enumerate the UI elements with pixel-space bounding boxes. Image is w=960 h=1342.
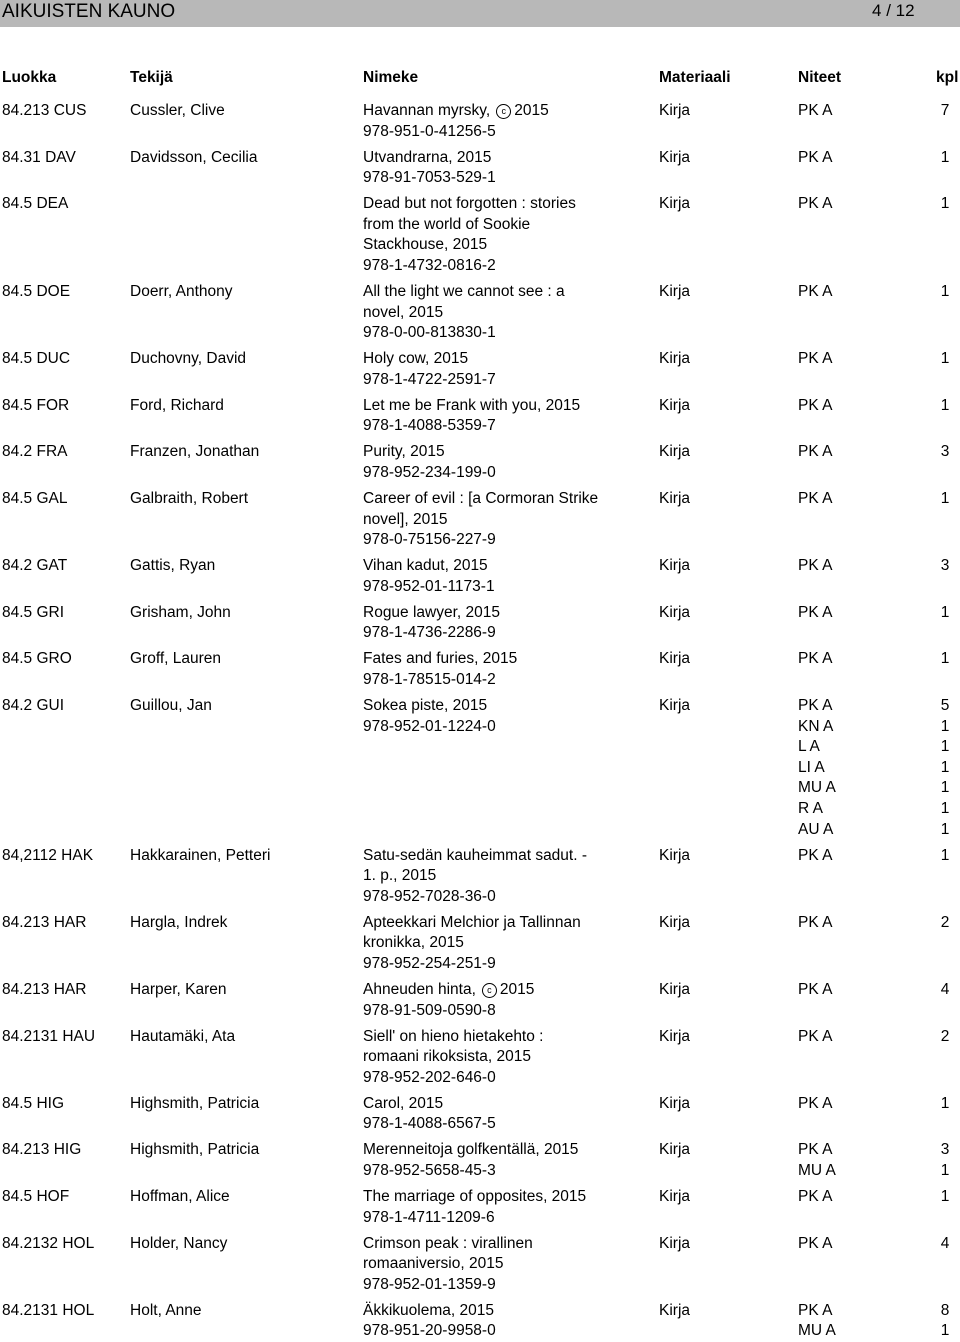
isbn (363, 670, 603, 691)
copy-count: 1 (940, 603, 950, 621)
copies-count (930, 1187, 960, 1208)
location-code: PK A (798, 697, 833, 714)
title-text: 978-1-4088-5359-7 (363, 417, 496, 435)
class-code: 84.5 GAL (2, 490, 68, 507)
title-text: Rogue lawyer, 2015 (363, 603, 501, 621)
isbn (363, 623, 603, 644)
author: Gattis, Ryan (130, 557, 216, 575)
material: Kirja (659, 557, 691, 575)
material: Kirja (659, 697, 691, 714)
title-text: Satu-sedän kauheimmat sadut. - (363, 846, 588, 864)
copies-location (798, 1140, 836, 1181)
copies-location (798, 1234, 832, 1255)
title-line (363, 980, 603, 1001)
author: Holt, Anne (130, 1301, 202, 1319)
title-text: Ahneuden hinta, (363, 981, 476, 998)
author: Galbraith, Robert (130, 490, 249, 507)
title-line (363, 510, 603, 531)
column-header-nimeke: Nimeke (363, 69, 419, 86)
location-code: MU A (798, 1161, 836, 1179)
isbn (363, 954, 603, 975)
copy-count: 8 (940, 1301, 950, 1319)
isbn (363, 1001, 603, 1022)
location-code: PK A (798, 650, 833, 668)
title-text: Äkkikuolema, 2015 (363, 1301, 494, 1319)
title-text: Stackhouse, 2015 (363, 236, 488, 254)
isbn (363, 1275, 603, 1296)
title-text: 978-1-4088-6567-5 (363, 1115, 496, 1133)
title-cell (363, 442, 603, 483)
copy-count: 1 (940, 1094, 950, 1112)
copies-count (930, 1027, 960, 1048)
class-code: 84.5 GRO (2, 650, 72, 668)
material: Kirja (659, 913, 691, 931)
title-text: 1. p., 2015 (363, 867, 437, 885)
page-indicator (872, 1, 915, 21)
title-text: All the light we cannot see : a (363, 283, 565, 300)
copy-count: 1 (940, 490, 950, 507)
title-text: Carol, 2015 (363, 1094, 444, 1112)
class-code: 84.5 HOF (2, 1188, 70, 1205)
copies-count (930, 349, 960, 370)
title-line (363, 215, 603, 236)
class-code: 84.2131 HOL (2, 1301, 95, 1319)
isbn (363, 168, 603, 189)
location-code: PK A (798, 195, 833, 213)
author: Duchovny, David (130, 350, 247, 368)
copies-count (930, 1234, 960, 1255)
copies-count (930, 282, 960, 303)
column-header-niteet: Niteet (798, 69, 842, 86)
title-text: 978-952-254-251-9 (363, 954, 496, 972)
class-code: 84.213 HIG (2, 1141, 82, 1159)
class-code: 84.2 GAT (2, 557, 68, 575)
location-code: LI A (798, 758, 825, 776)
author: Hargla, Indrek (130, 913, 228, 931)
title-text: 978-951-20-9958-0 (363, 1322, 496, 1340)
class-code: 84.5 FOR (2, 396, 70, 414)
copies-location (798, 696, 836, 840)
copies-count (930, 489, 960, 510)
location-code: PK A (798, 1027, 833, 1045)
title-line (363, 846, 603, 867)
location-code: PK A (798, 283, 833, 300)
material: Kirja (659, 1027, 691, 1045)
copy-count: 4 (940, 981, 950, 998)
title-line (363, 442, 603, 463)
title-line (363, 1094, 603, 1115)
title-cell (363, 489, 603, 551)
copy-count: 1 (940, 846, 950, 864)
copy-count: 5 (940, 697, 950, 714)
material: Kirja (659, 350, 691, 368)
copies-count (930, 1301, 960, 1342)
isbn (363, 416, 603, 437)
title-line (363, 489, 603, 510)
author: Davidsson, Cecilia (130, 148, 258, 166)
title-cell (363, 282, 603, 344)
location-code: PK A (798, 443, 833, 461)
material: Kirja (659, 1094, 691, 1112)
location-code: PK A (798, 148, 833, 166)
title-text: 978-91-7053-529-1 (363, 169, 496, 187)
copies-location (798, 649, 832, 670)
title-line (363, 1027, 603, 1048)
copy-count: 1 (940, 195, 950, 213)
author: Guillou, Jan (130, 697, 212, 714)
title-text: novel], 2015 (363, 510, 448, 528)
isbn (363, 530, 603, 551)
class-code: 84.5 DEA (2, 195, 69, 213)
author: Cussler, Clive (130, 102, 225, 119)
title-line (363, 101, 603, 122)
title-text: romaaniversio, 2015 (363, 1255, 504, 1273)
title-line (363, 235, 603, 256)
copies-count (930, 913, 960, 934)
author: Hautamäki, Ata (130, 1027, 236, 1045)
title-cell (363, 1187, 603, 1228)
copy-count: 1 (940, 1188, 950, 1205)
title-line (363, 913, 603, 934)
location-code: PK A (798, 557, 833, 575)
title-cell (363, 1094, 603, 1135)
column-header-tekija: Tekijä (130, 69, 173, 86)
isbn (363, 323, 603, 344)
material: Kirja (659, 396, 691, 414)
title-line (363, 1140, 603, 1161)
title-text: The marriage of opposites, 2015 (363, 1188, 587, 1205)
title-text: 978-952-5658-45-3 (363, 1161, 496, 1179)
isbn (363, 1208, 603, 1229)
material: Kirja (659, 1234, 691, 1252)
title-text: 978-0-00-813830-1 (363, 324, 496, 342)
title-cell (363, 1234, 603, 1296)
title-text: Purity, 2015 (363, 443, 445, 461)
title-text: 978-1-4736-2286-9 (363, 624, 496, 642)
author: Doerr, Anthony (130, 283, 233, 300)
copies-count (930, 194, 960, 215)
title-cell (363, 696, 603, 737)
title-text: 978-952-01-1173-1 (363, 577, 495, 595)
title-text: 978-951-0-41256-5 (363, 122, 496, 140)
title-text: 978-1-4711-1209-6 (363, 1208, 495, 1226)
title-line (363, 349, 603, 370)
copy-count: 1 (940, 148, 950, 166)
isbn (363, 370, 603, 391)
copies-location (798, 194, 832, 215)
isbn (363, 1068, 603, 1089)
title-text: Crimson peak : virallinen (363, 1234, 533, 1252)
title-cell (363, 913, 603, 975)
title-line (363, 1234, 603, 1255)
class-code: 84.31 DAV (2, 148, 76, 166)
copies-count (930, 1094, 960, 1115)
title-text: Merenneitoja golfkentällä, 2015 (363, 1141, 579, 1159)
title-text: Siell' on hieno hietakehto : (363, 1027, 544, 1045)
title-cell (363, 194, 603, 276)
page-separator: / (886, 1, 891, 20)
page-current: 4 (872, 1, 882, 20)
location-code: KN A (798, 717, 834, 735)
material: Kirja (659, 603, 691, 621)
year: 2015 (514, 102, 549, 119)
title-line (363, 649, 603, 670)
class-code: 84.5 GRI (2, 603, 65, 621)
material: Kirja (659, 490, 691, 507)
title-text: 978-1-4722-2591-7 (363, 370, 496, 388)
isbn (363, 1321, 603, 1342)
isbn (363, 256, 603, 277)
copies-location (798, 349, 832, 370)
author: Groff, Lauren (130, 650, 222, 668)
page-total: 12 (895, 1, 915, 20)
title-line (363, 1301, 603, 1322)
copies-count (930, 980, 960, 1001)
copies-location (798, 980, 832, 1001)
location-code: MU A (798, 779, 836, 797)
copy-count: 3 (940, 1141, 950, 1159)
title-text: novel, 2015 (363, 303, 444, 321)
title-text: 978-1-78515-014-2 (363, 670, 496, 688)
copies-location (798, 442, 832, 463)
title-text: romaani rikoksista, 2015 (363, 1048, 531, 1066)
location-code: PK A (798, 350, 833, 368)
title-line (363, 194, 603, 215)
isbn (363, 1114, 603, 1135)
location-code: PK A (798, 1141, 833, 1159)
title-text: 978-1-4732-0816-2 (363, 256, 496, 274)
location-code: MU A (798, 1322, 836, 1340)
title-cell (363, 649, 603, 690)
location-code: PK A (798, 981, 833, 998)
column-header-materiaali: Materiaali (659, 69, 731, 86)
copies-location (798, 101, 832, 122)
author: Highsmith, Patricia (130, 1141, 260, 1159)
title-line (363, 933, 603, 954)
isbn (363, 122, 603, 143)
class-code: 84,2112 HAK (2, 846, 94, 864)
copy-count: 1 (940, 779, 950, 797)
isbn (363, 463, 603, 484)
material: Kirja (659, 102, 691, 119)
class-code: 84.5 HIG (2, 1094, 65, 1112)
material: Kirja (659, 650, 691, 668)
copy-count: 3 (940, 557, 950, 575)
title-text: Holy cow, 2015 (363, 350, 469, 368)
column-header-kpl: kpl (936, 69, 959, 86)
title-text: 978-952-234-199-0 (363, 463, 496, 481)
copy-count: 7 (940, 102, 950, 119)
title-text: 978-0-75156-227-9 (363, 531, 496, 549)
class-code: 84.5 DOE (2, 283, 71, 300)
class-code: 84.2131 HAU (2, 1027, 96, 1045)
title-line (363, 1047, 603, 1068)
copies-location (798, 489, 832, 510)
material: Kirja (659, 283, 691, 300)
copy-count: 1 (940, 717, 950, 735)
copy-count: 1 (940, 396, 950, 414)
title-line (363, 282, 603, 303)
class-code: 84.2 FRA (2, 443, 68, 461)
year: 2015 (499, 981, 535, 998)
document-header-bar (0, 0, 960, 27)
author: Harper, Karen (130, 981, 227, 998)
copies-count (930, 442, 960, 463)
copies-location (798, 846, 832, 867)
isbn (363, 717, 603, 738)
author: Hoffman, Alice (130, 1188, 230, 1205)
material: Kirja (659, 443, 691, 461)
copy-count: 1 (940, 758, 950, 776)
location-code: L A (798, 738, 820, 756)
title-line (363, 866, 603, 887)
copy-count: 2 (940, 1027, 950, 1045)
title-line (363, 1187, 603, 1208)
isbn (363, 887, 603, 908)
title-line (363, 696, 603, 717)
title-text: Let me be Frank with you, 2015 (363, 396, 581, 414)
copies-location (798, 913, 832, 934)
title-line (363, 603, 603, 624)
title-line (363, 303, 603, 324)
title-cell (363, 396, 603, 437)
title-cell (363, 980, 603, 1021)
material: Kirja (659, 1141, 691, 1159)
class-code: 84.213 HAR (2, 913, 87, 931)
copies-location (798, 1094, 832, 1115)
author: Holder, Nancy (130, 1234, 228, 1252)
location-code: PK A (798, 1188, 833, 1205)
copyright-icon: c (496, 104, 511, 119)
title-text: 978-952-202-646-0 (363, 1068, 496, 1086)
copies-location (798, 396, 832, 417)
title-line (363, 1254, 603, 1275)
title-text: 978-91-509-0590-8 (363, 1001, 496, 1019)
title-cell (363, 556, 603, 597)
copyright-icon: c (482, 983, 497, 998)
location-code: R A (798, 799, 823, 817)
copy-count: 4 (940, 1234, 950, 1252)
isbn (363, 577, 603, 598)
class-code: 84.2 GUI (2, 697, 65, 714)
material: Kirja (659, 148, 691, 166)
title-text: Dead but not forgotten : stories (363, 195, 576, 213)
author: Franzen, Jonathan (130, 443, 260, 461)
copy-count: 1 (940, 820, 950, 838)
location-code: PK A (798, 1301, 833, 1319)
class-code: 84.2132 HOL (2, 1234, 95, 1252)
author: Grisham, John (130, 603, 231, 621)
title-text: Career of evil : [a Cormoran Strike (363, 490, 599, 507)
title-line (363, 396, 603, 417)
title-line (363, 556, 603, 577)
copies-count (930, 649, 960, 670)
copies-location (798, 1187, 832, 1208)
copies-count (930, 846, 960, 867)
location-code: PK A (798, 1094, 833, 1112)
copy-count: 1 (940, 650, 950, 668)
title-cell (363, 1140, 603, 1181)
isbn (363, 1161, 603, 1182)
material: Kirja (659, 981, 691, 998)
title-cell (363, 1027, 603, 1089)
title-cell (363, 1301, 603, 1342)
column-header-luokka: Luokka (2, 69, 57, 86)
author: Ford, Richard (130, 396, 224, 414)
copies-count (930, 603, 960, 624)
material: Kirja (659, 195, 691, 213)
title-cell (363, 101, 603, 142)
copies-location (798, 282, 832, 303)
document-title: AIKUISTEN KAUNO (2, 1, 176, 22)
title-cell (363, 603, 603, 644)
location-code: PK A (798, 846, 833, 864)
title-text: Sokea piste, 2015 (363, 697, 488, 714)
material: Kirja (659, 1188, 691, 1205)
copy-count: 3 (940, 443, 950, 461)
copy-count: 1 (940, 799, 950, 817)
location-code: PK A (798, 913, 833, 931)
title-text: 978-952-01-1224-0 (363, 717, 496, 735)
location-code: PK A (798, 102, 833, 119)
title-text: Utvandrarna, 2015 (363, 148, 492, 166)
author: Hakkarainen, Petteri (130, 846, 271, 864)
title-text: Havannan myrsky, (363, 102, 491, 119)
title-text: Vihan kadut, 2015 (363, 557, 488, 575)
author: Highsmith, Patricia (130, 1094, 260, 1112)
class-code: 84.213 CUS (2, 102, 87, 119)
copies-count (930, 101, 960, 122)
title-text: 978-952-7028-36-0 (363, 887, 496, 905)
copies-location (798, 1301, 836, 1342)
copies-count (930, 696, 960, 840)
copies-count (930, 1140, 960, 1181)
location-code: PK A (798, 603, 833, 621)
class-code: 84.5 DUC (2, 350, 71, 368)
title-cell (363, 148, 603, 189)
copy-count: 1 (940, 738, 950, 756)
copies-location (798, 556, 832, 577)
copy-count: 2 (940, 913, 950, 931)
title-text: Fates and furies, 2015 (363, 650, 518, 668)
title-text: kronikka, 2015 (363, 934, 464, 952)
title-cell (363, 349, 603, 390)
material: Kirja (659, 1301, 691, 1319)
copy-count: 1 (940, 283, 950, 300)
title-text: 978-952-01-1359-9 (363, 1275, 496, 1293)
title-text: Apteekkari Melchior ja Tallinnan (363, 913, 581, 931)
title-cell (363, 846, 603, 908)
copy-count: 1 (940, 1161, 950, 1179)
copies-location (798, 603, 832, 624)
location-code: PK A (798, 1234, 833, 1252)
copies-count (930, 556, 960, 577)
location-code: AU A (798, 820, 834, 838)
location-code: PK A (798, 396, 833, 414)
copy-count: 1 (940, 1322, 950, 1340)
copy-count: 1 (940, 350, 950, 368)
copies-count (930, 148, 960, 169)
copies-location (798, 148, 832, 169)
location-code: PK A (798, 490, 833, 507)
copies-count (930, 396, 960, 417)
title-text: from the world of Sookie (363, 215, 531, 233)
material: Kirja (659, 846, 691, 864)
copies-location (798, 1027, 832, 1048)
class-code: 84.213 HAR (2, 981, 87, 998)
title-line (363, 148, 603, 169)
